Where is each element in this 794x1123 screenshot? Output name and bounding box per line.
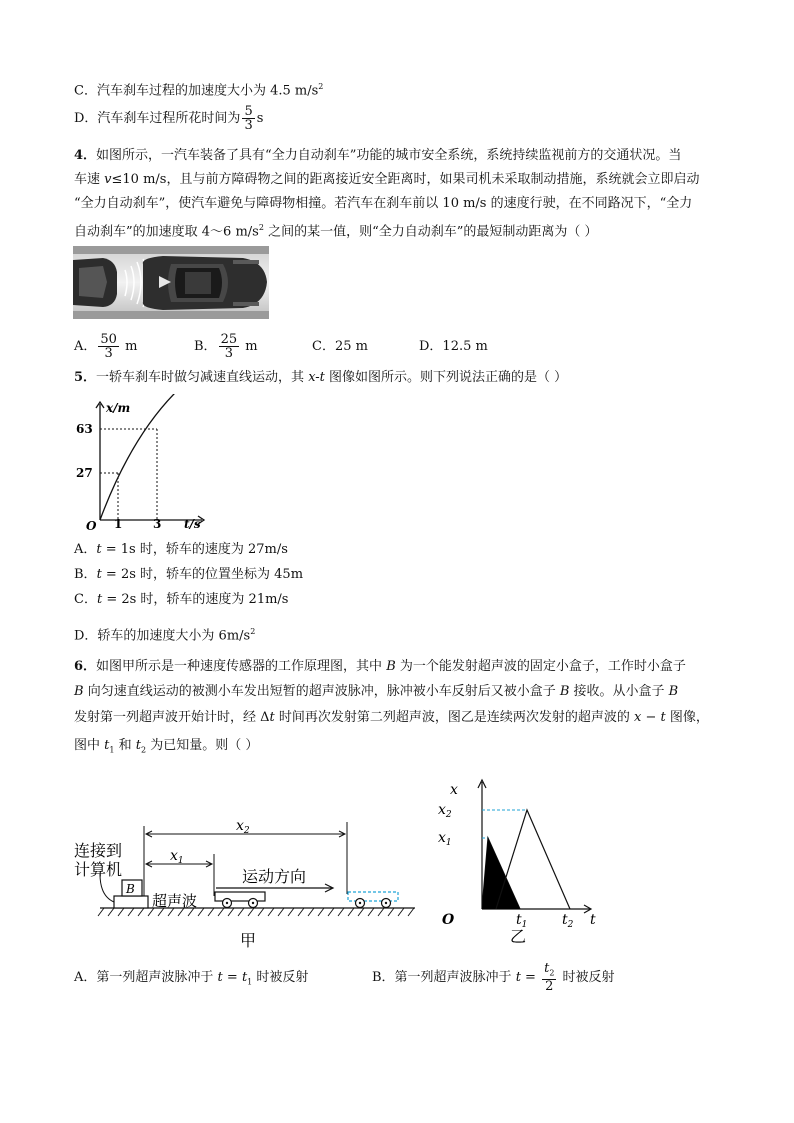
- q4-option-d: D．12.5 m: [419, 339, 488, 354]
- q6-line-1: 6．如图甲所示是一种速度传感器的工作原理图，其中 B 为一个能发射超声波的固定小盒子，工作时小盒子: [74, 659, 686, 674]
- q6-figure-jia: [70, 812, 430, 954]
- x2-label: $x_2$: [236, 818, 250, 836]
- y-axis-label: x/m: [106, 401, 131, 415]
- car-photo: [73, 246, 269, 319]
- q4-line-2: 车速 v≤10 m/s，且与前方障碍物之间的距离接近安全距离时，如果司机未采取制动措施，系统就会立即启动: [74, 172, 700, 187]
- tick-63: 63: [76, 422, 93, 436]
- cart-later: [348, 892, 398, 901]
- fraction: $\frac{5}{3}$: [244, 104, 253, 133]
- wave-label: 超声波: [152, 892, 198, 910]
- x-axis-label: x: [450, 782, 458, 798]
- q4-line-3: “全力自动刹车”，使汽车避免与障碍物相撞。若汽车在刹车前以 10 m/s 的速度行驶，在不同路况下，“全力: [74, 196, 693, 211]
- ground-hatch: [98, 908, 414, 916]
- q5-option-d: D．轿车的加速度大小为 $6m/s^2$: [74, 627, 256, 644]
- caption-jia: 甲: [240, 931, 257, 950]
- q6-option-a: A．第一列超声波脉冲于 $t = t_1$ 时被反射: [74, 970, 309, 987]
- t1-tick: $t_1$: [516, 912, 528, 930]
- q6-figure-yi: [430, 774, 610, 946]
- x-axis-label: t/s: [184, 517, 201, 531]
- tick-27: 27: [76, 466, 93, 480]
- q4-option-c: C．25 m: [312, 339, 368, 354]
- tick-3: 3: [153, 517, 162, 531]
- tick-1: 1: [114, 517, 123, 531]
- cart: [215, 892, 265, 901]
- x1-tick: $x_1$: [438, 830, 452, 848]
- sensor-base: [114, 896, 148, 908]
- q6-option-b: B．第一列超声波脉冲于 t = $\frac{t_2}{2}$ 时被反射: [372, 960, 615, 995]
- t-axis-label: t: [590, 912, 596, 928]
- x1-label: $x_1$: [170, 848, 184, 866]
- q5-xt-graph: [72, 394, 222, 534]
- motion-label: 运动方向: [242, 867, 307, 886]
- q5-option-a: A．t = 1s 时，轿车的速度为 27m/s: [74, 542, 288, 557]
- origin-label: O: [442, 912, 455, 928]
- q5-option-b: B．t = 2s 时，轿车的位置坐标为 45m: [74, 567, 304, 582]
- q4-option-b: B． $\frac{25}{3}$ m: [194, 332, 258, 361]
- q3-option-d: D．汽车刹车过程所花时间为 $\frac{5}{3}$ s: [74, 104, 264, 133]
- q4-option-a: A． $\frac{50}{3}$ m: [74, 332, 138, 361]
- connect-label-1: 连接到: [74, 841, 123, 860]
- t2-tick: $t_2$: [562, 912, 574, 930]
- connect-label-2: 计算机: [74, 860, 123, 879]
- q6-line-4: 图中 $t_1$ 和 $t_2$ 为已知量。则（ ）: [74, 738, 259, 755]
- q6-line-3: 发射第一列超声波开始计时，经 Δt 时间再次发射第二列超声波，图乙是连续两次发射的超声波的 x − t 图像，: [74, 710, 709, 725]
- q3-option-c: C．汽车刹车过程的加速度大小为 4.5 $m/s^2$: [74, 82, 324, 99]
- box-b-label: B: [126, 882, 135, 896]
- q4-line-4: 自动刹车”的加速度取 4～6 $m/s^2$ 之间的某一值，则“全力自动刹车”的最短制动距离为（ ）: [74, 223, 598, 240]
- q4-line-1: 4．如图所示，一汽车装备了具有“全力自动刹车”功能的城市安全系统，系统持续监视前方的交通状况。当: [74, 148, 682, 163]
- caption-yi: 乙: [510, 927, 527, 946]
- q6-line-2: B 向匀速直线运动的被测小车发出短暂的超声波脉冲，脉冲被小车反射后又被小盒子 B 接收。从小盒子 B: [74, 684, 679, 699]
- q5-stem: 5．一轿车刹车时做匀减速直线运动，其 x-t 图像如图所示。则下列说法正确的是（ ）: [74, 370, 568, 385]
- q5-option-c: C．t = 2s 时，轿车的速度为 21m/s: [74, 592, 289, 607]
- origin-label: O: [86, 519, 97, 533]
- x2-tick: $x_2$: [438, 802, 452, 820]
